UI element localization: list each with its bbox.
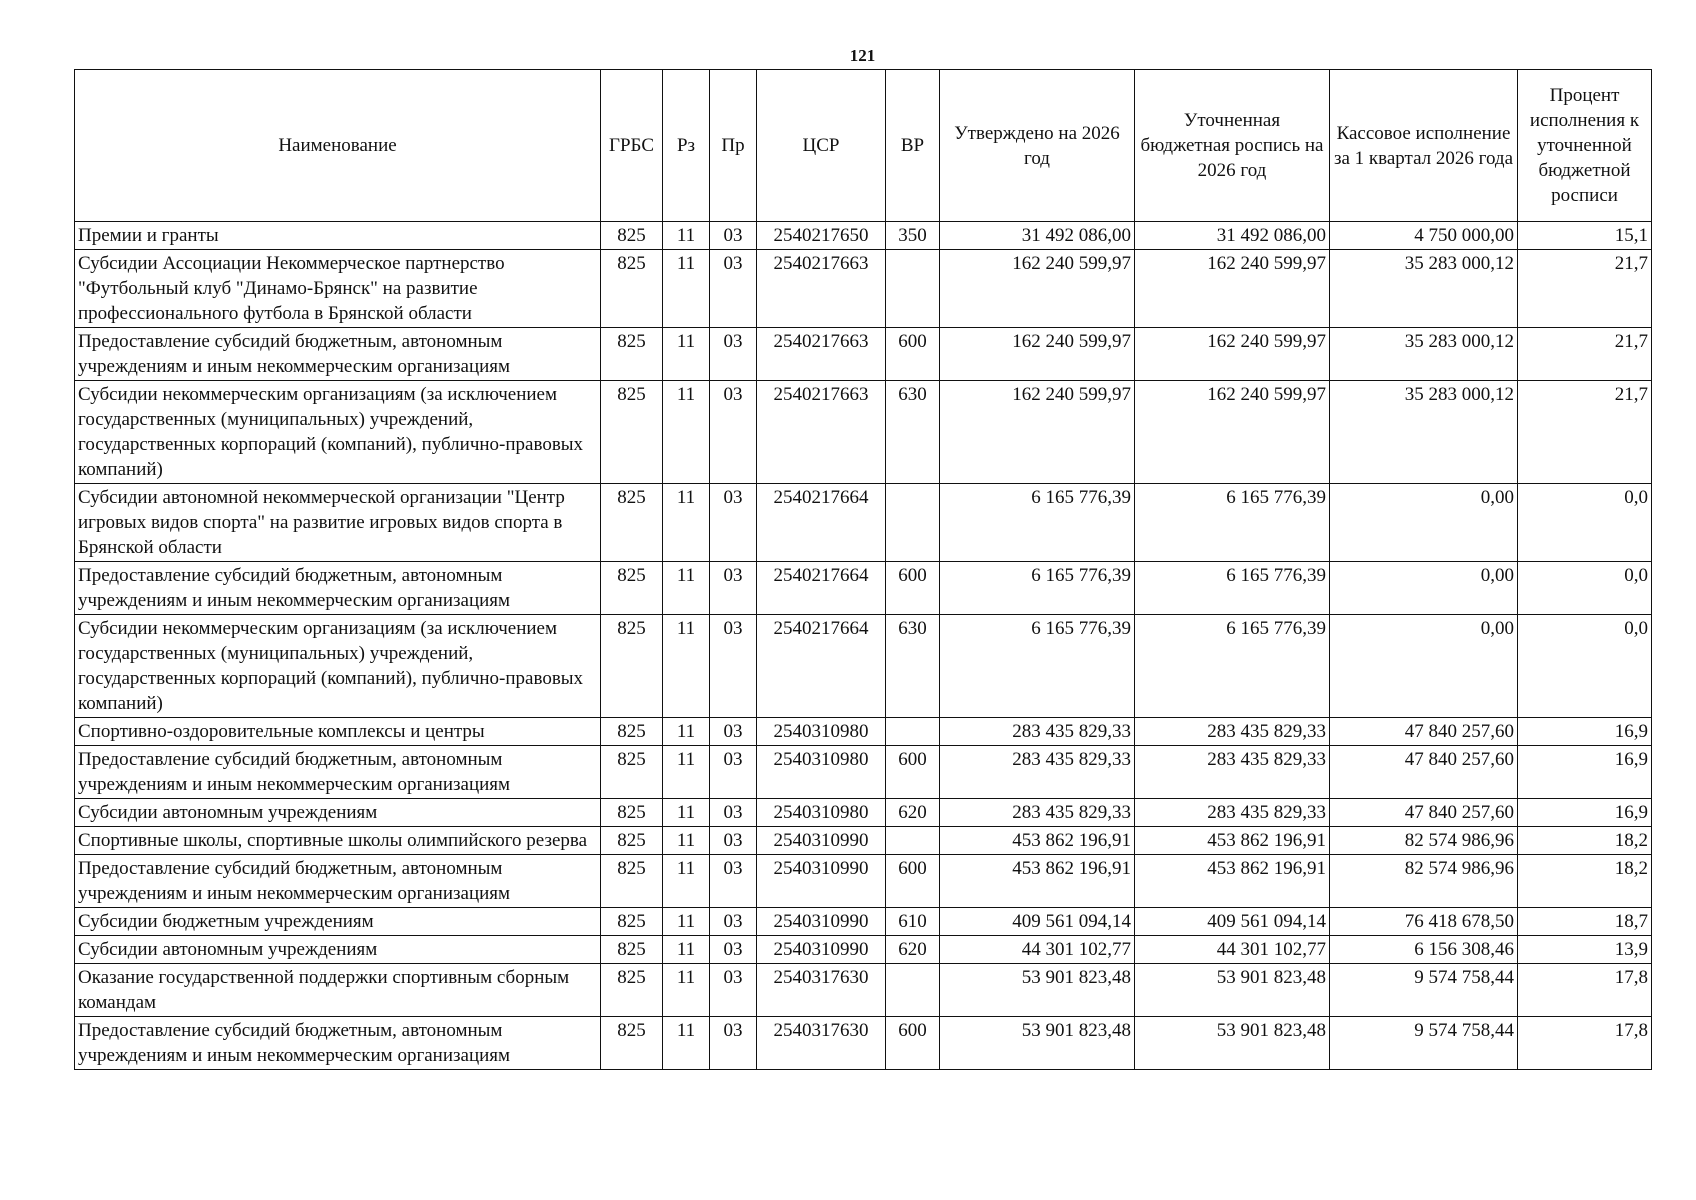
cell-approved: 283 435 829,33 bbox=[940, 746, 1135, 799]
cell-pr: 03 bbox=[710, 381, 757, 484]
cell-grbs: 825 bbox=[601, 250, 663, 328]
cell-cash: 35 283 000,12 bbox=[1330, 381, 1518, 484]
cell-name: Спортивные школы, спортивные школы олимпийского резерва bbox=[75, 827, 601, 855]
header-rz: Рз bbox=[663, 70, 710, 222]
cell-percent: 16,9 bbox=[1518, 746, 1652, 799]
cell-name: Предоставление субсидий бюджетным, автономным учреждениям и иным некоммерческим организациям bbox=[75, 855, 601, 908]
table-row bbox=[75, 222, 1652, 250]
cell-cash: 0,00 bbox=[1330, 562, 1518, 615]
cell-grbs: 825 bbox=[601, 222, 663, 250]
cell-rz: 11 bbox=[663, 964, 710, 1017]
cell-vr: 630 bbox=[886, 615, 940, 718]
cell-refined: 6 165 776,39 bbox=[1135, 484, 1330, 562]
cell-approved: 44 301 102,77 bbox=[940, 936, 1135, 964]
cell-percent: 18,2 bbox=[1518, 855, 1652, 908]
cell-name: Субсидии автономным учреждениям bbox=[75, 936, 601, 964]
cell-pr: 03 bbox=[710, 827, 757, 855]
cell-vr bbox=[886, 484, 940, 562]
cell-name: Предоставление субсидий бюджетным, автономным учреждениям и иным некоммерческим организациям bbox=[75, 746, 601, 799]
cell-refined: 283 435 829,33 bbox=[1135, 718, 1330, 746]
cell-rz: 11 bbox=[663, 855, 710, 908]
cell-approved: 453 862 196,91 bbox=[940, 827, 1135, 855]
cell-cash: 35 283 000,12 bbox=[1330, 328, 1518, 381]
cell-approved: 31 492 086,00 bbox=[940, 222, 1135, 250]
cell-percent: 21,7 bbox=[1518, 328, 1652, 381]
budget-table bbox=[74, 69, 1652, 1070]
cell-pr: 03 bbox=[710, 936, 757, 964]
header-grbs: ГРБС bbox=[601, 70, 663, 222]
cell-vr: 600 bbox=[886, 855, 940, 908]
cell-cash: 0,00 bbox=[1330, 615, 1518, 718]
cell-csr: 2540310990 bbox=[757, 936, 886, 964]
table-body bbox=[75, 222, 1652, 1070]
table-row bbox=[75, 562, 1652, 615]
cell-csr: 2540217663 bbox=[757, 328, 886, 381]
cell-grbs: 825 bbox=[601, 381, 663, 484]
table-row bbox=[75, 250, 1652, 328]
cell-pr: 03 bbox=[710, 718, 757, 746]
header-percent: Процент исполнения к уточненной бюджетной росписи bbox=[1518, 70, 1652, 222]
cell-grbs: 825 bbox=[601, 562, 663, 615]
cell-grbs: 825 bbox=[601, 827, 663, 855]
cell-csr: 2540217664 bbox=[757, 484, 886, 562]
table-row bbox=[75, 328, 1652, 381]
cell-percent: 17,8 bbox=[1518, 1017, 1652, 1070]
cell-pr: 03 bbox=[710, 855, 757, 908]
cell-approved: 283 435 829,33 bbox=[940, 718, 1135, 746]
page-number: 121 bbox=[849, 46, 876, 65]
table-row bbox=[75, 615, 1652, 718]
cell-vr: 610 bbox=[886, 908, 940, 936]
cell-name: Предоставление субсидий бюджетным, автономным учреждениям и иным некоммерческим организациям bbox=[75, 1017, 601, 1070]
cell-pr: 03 bbox=[710, 964, 757, 1017]
table-row bbox=[75, 381, 1652, 484]
cell-refined: 6 165 776,39 bbox=[1135, 562, 1330, 615]
cell-percent: 15,1 bbox=[1518, 222, 1652, 250]
cell-csr: 2540217664 bbox=[757, 615, 886, 718]
cell-grbs: 825 bbox=[601, 718, 663, 746]
cell-rz: 11 bbox=[663, 381, 710, 484]
cell-approved: 162 240 599,97 bbox=[940, 381, 1135, 484]
cell-rz: 11 bbox=[663, 328, 710, 381]
table-row bbox=[75, 484, 1652, 562]
cell-grbs: 825 bbox=[601, 746, 663, 799]
cell-rz: 11 bbox=[663, 1017, 710, 1070]
cell-csr: 2540217650 bbox=[757, 222, 886, 250]
cell-pr: 03 bbox=[710, 562, 757, 615]
cell-pr: 03 bbox=[710, 222, 757, 250]
table-row bbox=[75, 964, 1652, 1017]
cell-cash: 35 283 000,12 bbox=[1330, 250, 1518, 328]
header-csr: ЦСР bbox=[757, 70, 886, 222]
cell-pr: 03 bbox=[710, 746, 757, 799]
header-refined: Уточненная бюджетная роспись на 2026 год bbox=[1135, 70, 1330, 222]
cell-refined: 44 301 102,77 bbox=[1135, 936, 1330, 964]
cell-rz: 11 bbox=[663, 827, 710, 855]
cell-pr: 03 bbox=[710, 250, 757, 328]
cell-rz: 11 bbox=[663, 908, 710, 936]
cell-refined: 283 435 829,33 bbox=[1135, 799, 1330, 827]
cell-name: Оказание государственной поддержки спортивным сборным командам bbox=[75, 964, 601, 1017]
cell-rz: 11 bbox=[663, 562, 710, 615]
cell-rz: 11 bbox=[663, 250, 710, 328]
cell-vr: 600 bbox=[886, 1017, 940, 1070]
cell-cash: 4 750 000,00 bbox=[1330, 222, 1518, 250]
cell-refined: 162 240 599,97 bbox=[1135, 381, 1330, 484]
cell-approved: 6 165 776,39 bbox=[940, 484, 1135, 562]
cell-name: Предоставление субсидий бюджетным, автономным учреждениям и иным некоммерческим организациям bbox=[75, 328, 601, 381]
cell-cash: 0,00 bbox=[1330, 484, 1518, 562]
cell-percent: 13,9 bbox=[1518, 936, 1652, 964]
cell-approved: 409 561 094,14 bbox=[940, 908, 1135, 936]
cell-vr bbox=[886, 718, 940, 746]
cell-cash: 47 840 257,60 bbox=[1330, 799, 1518, 827]
cell-grbs: 825 bbox=[601, 328, 663, 381]
cell-percent: 0,0 bbox=[1518, 484, 1652, 562]
cell-cash: 76 418 678,50 bbox=[1330, 908, 1518, 936]
cell-refined: 53 901 823,48 bbox=[1135, 1017, 1330, 1070]
cell-grbs: 825 bbox=[601, 908, 663, 936]
cell-approved: 53 901 823,48 bbox=[940, 964, 1135, 1017]
cell-approved: 162 240 599,97 bbox=[940, 328, 1135, 381]
cell-pr: 03 bbox=[710, 615, 757, 718]
cell-grbs: 825 bbox=[601, 936, 663, 964]
table-row bbox=[75, 908, 1652, 936]
cell-csr: 2540317630 bbox=[757, 1017, 886, 1070]
cell-vr bbox=[886, 827, 940, 855]
cell-cash: 6 156 308,46 bbox=[1330, 936, 1518, 964]
cell-csr: 2540217663 bbox=[757, 381, 886, 484]
cell-grbs: 825 bbox=[601, 799, 663, 827]
cell-vr: 630 bbox=[886, 381, 940, 484]
cell-csr: 2540310980 bbox=[757, 718, 886, 746]
cell-vr: 620 bbox=[886, 799, 940, 827]
cell-vr: 350 bbox=[886, 222, 940, 250]
cell-vr bbox=[886, 964, 940, 1017]
cell-percent: 0,0 bbox=[1518, 615, 1652, 718]
cell-percent: 16,9 bbox=[1518, 799, 1652, 827]
cell-approved: 6 165 776,39 bbox=[940, 615, 1135, 718]
table-row bbox=[75, 746, 1652, 799]
table-row bbox=[75, 827, 1652, 855]
cell-vr: 600 bbox=[886, 562, 940, 615]
cell-cash: 47 840 257,60 bbox=[1330, 718, 1518, 746]
cell-rz: 11 bbox=[663, 615, 710, 718]
cell-grbs: 825 bbox=[601, 615, 663, 718]
cell-refined: 162 240 599,97 bbox=[1135, 250, 1330, 328]
cell-rz: 11 bbox=[663, 746, 710, 799]
cell-name: Субсидии некоммерческим организациям (за исключением государственных (муниципальных) учреждений, государственных корпораций (компаний), публично-правовых компаний) bbox=[75, 381, 601, 484]
cell-vr: 600 bbox=[886, 328, 940, 381]
cell-csr: 2540217664 bbox=[757, 562, 886, 615]
cell-csr: 2540310990 bbox=[757, 908, 886, 936]
cell-csr: 2540310980 bbox=[757, 799, 886, 827]
cell-refined: 409 561 094,14 bbox=[1135, 908, 1330, 936]
cell-name: Спортивно-оздоровительные комплексы и центры bbox=[75, 718, 601, 746]
cell-pr: 03 bbox=[710, 328, 757, 381]
cell-name: Субсидии автономным учреждениям bbox=[75, 799, 601, 827]
cell-pr: 03 bbox=[710, 1017, 757, 1070]
cell-cash: 47 840 257,60 bbox=[1330, 746, 1518, 799]
header-row bbox=[75, 70, 1652, 222]
cell-cash: 82 574 986,96 bbox=[1330, 827, 1518, 855]
cell-pr: 03 bbox=[710, 484, 757, 562]
cell-name: Предоставление субсидий бюджетным, автономным учреждениям и иным некоммерческим организациям bbox=[75, 562, 601, 615]
cell-vr bbox=[886, 250, 940, 328]
cell-refined: 6 165 776,39 bbox=[1135, 615, 1330, 718]
cell-rz: 11 bbox=[663, 936, 710, 964]
cell-name: Премии и гранты bbox=[75, 222, 601, 250]
table-row bbox=[75, 936, 1652, 964]
header-approved: Утверждено на 2026 год bbox=[940, 70, 1135, 222]
cell-name: Субсидии автономной некоммерческой организации "Центр игровых видов спорта" на развитие игровых видов спорта в Брянской области bbox=[75, 484, 601, 562]
cell-refined: 162 240 599,97 bbox=[1135, 328, 1330, 381]
cell-grbs: 825 bbox=[601, 484, 663, 562]
cell-name: Субсидии некоммерческим организациям (за исключением государственных (муниципальных) учреждений, государственных корпораций (компаний), публично-правовых компаний) bbox=[75, 615, 601, 718]
header-name: Наименование bbox=[75, 70, 601, 222]
cell-rz: 11 bbox=[663, 799, 710, 827]
cell-percent: 21,7 bbox=[1518, 250, 1652, 328]
cell-name: Субсидии Ассоциации Некоммерческое партнерство "Футбольный клуб "Динамо-Брянск" на развитие профессионального футбола в Брянской области bbox=[75, 250, 601, 328]
table-row bbox=[75, 799, 1652, 827]
table-row bbox=[75, 1017, 1652, 1070]
cell-refined: 453 862 196,91 bbox=[1135, 855, 1330, 908]
cell-rz: 11 bbox=[663, 222, 710, 250]
cell-percent: 0,0 bbox=[1518, 562, 1652, 615]
cell-csr: 2540317630 bbox=[757, 964, 886, 1017]
cell-percent: 18,7 bbox=[1518, 908, 1652, 936]
cell-refined: 53 901 823,48 bbox=[1135, 964, 1330, 1017]
cell-percent: 18,2 bbox=[1518, 827, 1652, 855]
cell-pr: 03 bbox=[710, 908, 757, 936]
cell-csr: 2540310990 bbox=[757, 855, 886, 908]
cell-percent: 21,7 bbox=[1518, 381, 1652, 484]
cell-cash: 82 574 986,96 bbox=[1330, 855, 1518, 908]
cell-refined: 31 492 086,00 bbox=[1135, 222, 1330, 250]
header-pr: Пр bbox=[710, 70, 757, 222]
cell-csr: 2540217663 bbox=[757, 250, 886, 328]
header-cash: Кассовое исполнение за 1 квартал 2026 года bbox=[1330, 70, 1518, 222]
cell-grbs: 825 bbox=[601, 1017, 663, 1070]
cell-vr: 620 bbox=[886, 936, 940, 964]
cell-vr: 600 bbox=[886, 746, 940, 799]
cell-approved: 6 165 776,39 bbox=[940, 562, 1135, 615]
cell-rz: 11 bbox=[663, 718, 710, 746]
cell-approved: 283 435 829,33 bbox=[940, 799, 1135, 827]
cell-csr: 2540310990 bbox=[757, 827, 886, 855]
cell-pr: 03 bbox=[710, 799, 757, 827]
cell-approved: 53 901 823,48 bbox=[940, 1017, 1135, 1070]
cell-csr: 2540310980 bbox=[757, 746, 886, 799]
cell-grbs: 825 bbox=[601, 964, 663, 1017]
cell-refined: 283 435 829,33 bbox=[1135, 746, 1330, 799]
cell-refined: 453 862 196,91 bbox=[1135, 827, 1330, 855]
table-row bbox=[75, 718, 1652, 746]
cell-rz: 11 bbox=[663, 484, 710, 562]
cell-approved: 453 862 196,91 bbox=[940, 855, 1135, 908]
cell-cash: 9 574 758,44 bbox=[1330, 1017, 1518, 1070]
header-vr: ВР bbox=[886, 70, 940, 222]
cell-cash: 9 574 758,44 bbox=[1330, 964, 1518, 1017]
cell-percent: 16,9 bbox=[1518, 718, 1652, 746]
cell-percent: 17,8 bbox=[1518, 964, 1652, 1017]
cell-name: Субсидии бюджетным учреждениям bbox=[75, 908, 601, 936]
cell-approved: 162 240 599,97 bbox=[940, 250, 1135, 328]
table-row bbox=[75, 855, 1652, 908]
cell-grbs: 825 bbox=[601, 855, 663, 908]
